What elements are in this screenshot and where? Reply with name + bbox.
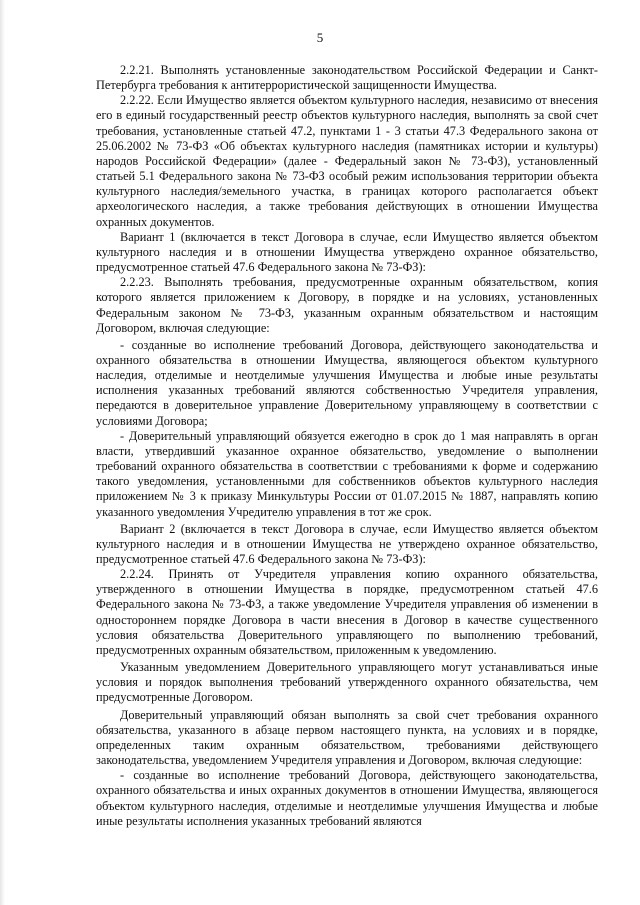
page-number: 5 [316,30,324,45]
list-item: - созданные во исполнение требований Договора, действующего законодательства и охранного обязательства в отношении Имущества, являющегося объектом культурного наследия, отделимые и неотделимые улучшения Имущества и любые иные результаты исполнения указанных требований являются собственностью Учредителя управления, передаются в доверительное управление Доверительному управляющему в соответствии с условиями Договора; [96,337,598,428]
paragraph-2-2-21: 2.2.21. Выполнять установленные законодательством Российской Федерации и Санкт-Петербурга требования к антитеррористической защищенности Имущества. [96,63,598,93]
list-item: - созданные во исполнение требований Договора, действующего законодательства, охранного обязательства и иных охранных документов в отношении Имущества, являющегося объектом культурного наследия, отделимые и неотделимые улучшения Имущества и любые иные результаты исполнения указанных требований являются [96,768,598,828]
list-item: - Доверительный управляющий обязуется ежегодно в срок до 1 мая направлять в орган власти, утвердивший указанное охранное обязательство, уведомление о выполнении требований охранного обязательства в соответствии с требованиями к форме и содержанию такого уведомления, установленными для собственников объектов культурного наследия приложением № 3 к приказу Минкультуры России от 01.07.2015 № 1887, направлять копию указанного уведомления Учредителю управления в тот же срок. [96,428,598,519]
paragraph-notice-conditions: Указанным уведомлением Доверительного управляющего могут устанавливаться иные условия и порядок выполнения требований утвержденного охранного обязательства, чем предусмотренные Договором. [96,660,598,705]
paragraph-2-2-23: 2.2.23. Выполнять требования, предусмотренные охранным обязательством, копия которого является приложением к Договору, в порядке и на условиях, установленных Федеральным законом № 73-ФЗ, указанным охранным обязательством и настоящим Договором, включая следующие: [96,275,598,335]
paragraph-variant-1: Вариант 1 (включается в текст Договора в случае, если Имущество является объектом культурного наследия и в отношении Имущества утверждено охранное обязательство, предусмотренное статьей 47.6 Федерального закона № 73-ФЗ): [96,229,598,275]
scan-edge-shadow [0,0,5,905]
paragraph-variant-2: Вариант 2 (включается в текст Договора в случае, если Имущество является объектом культурного наследия и в отношении Имущества не утверждено охранное обязательство, предусмотренное статьей 47.6 Федерального закона № 73-ФЗ): [96,521,598,566]
paragraph-2-2-24: 2.2.24. Принять от Учредителя управления копию охранного обязательства, утвержденного в отношении Имущества в порядке, предусмотренном статьей 47.6 Федерального закона № 73-ФЗ, а также уведомление Учредителя управления об изменении в одностороннем порядке Договора в части внесения в Договор в качестве существенного условия обязательства Доверительного управляющего по выполнению требований, предусмотренных охранным обязательством, приложенным к уведомлению. [96,567,598,657]
document-body [96,63,598,829]
paragraph-2-2-22: 2.2.22. Если Имущество является объектом культурного наследия, независимо от внесения его в единый государственный реестр объектов культурного наследия, выполнять за свой счет требования, установленные статьей 47.2, пунктами 1 - 3 статьи 47.3 Федерального закона от 25.06.2002 № 73-ФЗ «Об объектах культурного наследия (памятниках истории и культуры) народов Российской Федерации» (далее - Федеральный закон № 73-ФЗ), установленный статьей 5.1 Федерального закона № 73-ФЗ особый режим использования территории объекта культурного наследия/земельного участка, в границах которого располагается объект археологического наследия, а также требования действующих в отношении Имущества охранных документов. [96,93,598,229]
paragraph-trustee-obligations: Доверительный управляющий обязан выполнять за свой счет требования охранного обязательства, указанного в абзаце первом настоящего пункта, на условиях и в порядке, определенных таким охранным обязательством, требованиями действующего законодательства, уведомлением Учредителя управления и Договором, включая следующие: [96,707,598,768]
